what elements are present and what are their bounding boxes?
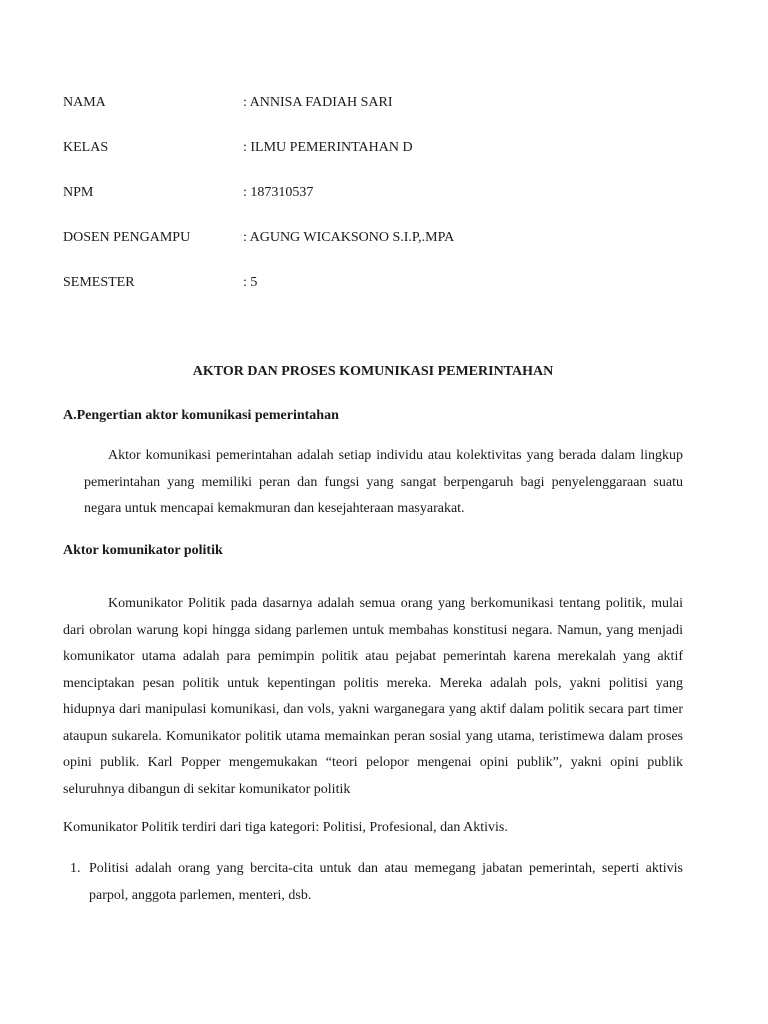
info-value: : ILMU PEMERINTAHAN D bbox=[243, 140, 413, 155]
list-item bbox=[63, 856, 683, 909]
info-label: NAMA bbox=[63, 95, 106, 110]
info-label: DOSEN PENGAMPU bbox=[63, 230, 191, 245]
info-label: NPM bbox=[63, 185, 94, 200]
info-value: : 187310537 bbox=[243, 185, 314, 200]
list-item-text: Politisi adalah orang yang bercita-cita untuk dan atau memegang jabatan pemerintah, seperti aktivis parpol, anggota parlemen, menteri, dsb. bbox=[89, 861, 683, 903]
list-item-number: 1. bbox=[70, 861, 81, 876]
section-b-heading: Aktor komunikator politik bbox=[63, 543, 223, 558]
info-label: KELAS bbox=[63, 140, 109, 155]
info-value: : AGUNG WICAKSONO S.I.P,.MPA bbox=[243, 230, 455, 245]
info-label: SEMESTER bbox=[63, 275, 135, 290]
section-a-heading: A.Pengertian aktor komunikasi pemerintahan bbox=[63, 408, 339, 423]
section-a-paragraph: Aktor komunikasi pemerintahan adalah setiap individu atau kolektivitas yang berada dalam lingkup pemerintahan yang memiliki peran dan fungsi yang sangat berpengaruh bagi penyelenggaraan suatu negara untuk mencapai kemakmuran dan kesejahteraan masyarakat. bbox=[84, 448, 683, 516]
info-value: : ANNISA FADIAH SARI bbox=[243, 95, 393, 110]
section-b-paragraph: Komunikator Politik pada dasarnya adalah semua orang yang berkomunikasi tentang politik, mulai dari obrolan warung kopi hingga sidang parlemen untuk membahas konstitusi negara. Namun, yang menjadi komunikator utama adalah para pemimpin politik atau pejabat pemerintah karena merekalah yang aktif menciptakan pesan politik untuk kepentingan politis mereka. Mereka adalah pols, yakni politisi yang hidupnya dari manipulasi komunikasi, dan vols, yakni warganegara yang aktif dalam politik secara part timer ataupun sukarela. Komunikator politik utama memainkan peran sosial yang utama, teristimewa dalam proses opini publik. Karl Popper mengemukakan “teori pelopor mengenai opini publik”, yakni opini publik seluruhnya dibangun di sekitar komunikator politik bbox=[63, 596, 683, 797]
category-list bbox=[63, 856, 683, 909]
document-title: AKTOR DAN PROSES KOMUNIKASI PEMERINTAHAN bbox=[192, 364, 554, 379]
info-value: : 5 bbox=[243, 275, 258, 290]
categories-line: Komunikator Politik terdiri dari tiga kategori: Politisi, Profesional, dan Aktivis. bbox=[63, 820, 508, 835]
